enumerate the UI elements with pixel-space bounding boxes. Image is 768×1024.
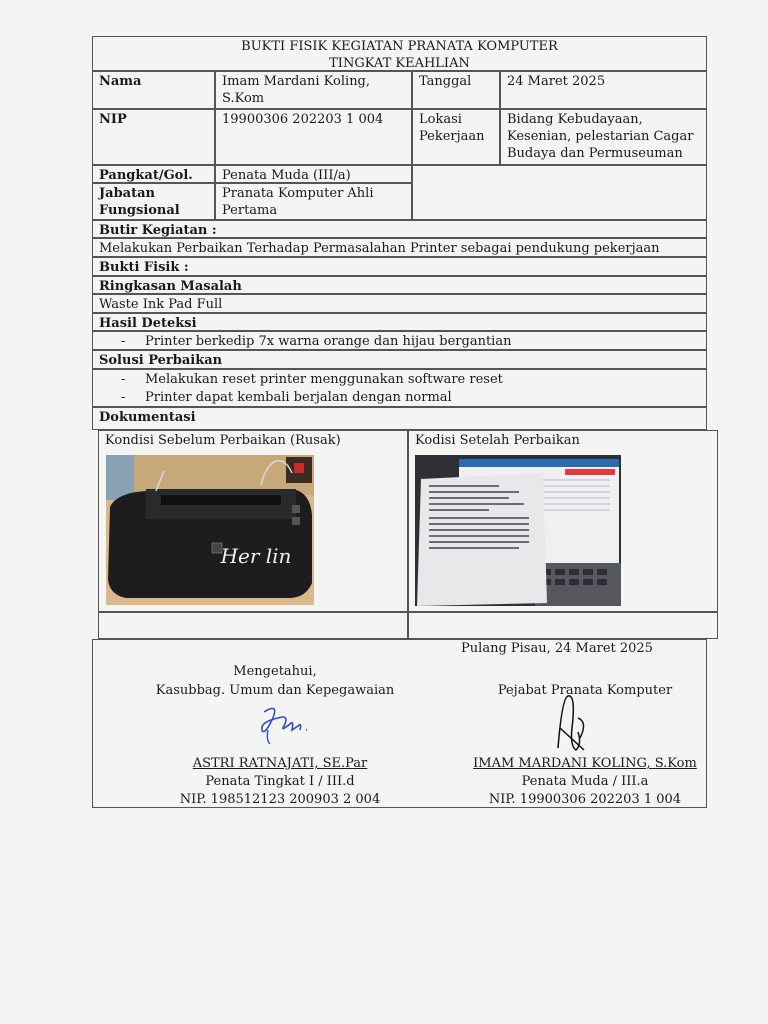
jabatan-value: Pranata Komputer Ahli Pertama <box>215 183 412 220</box>
solusi-item-text: Printer dapat kembali berjalan dengan normal <box>145 390 452 405</box>
solusi-item: - Melakukan reset printer menggunakan software reset <box>121 372 503 387</box>
right-line1: Pejabat Pranata Komputer <box>497 683 673 698</box>
dokumentasi-label: Dokumentasi <box>92 407 707 430</box>
hasil-label: Hasil Deteksi <box>92 313 707 331</box>
header-line1: BUKTI FISIK KEGIATAN PRANATA KOMPUTER <box>241 39 558 54</box>
left-signature <box>250 700 320 750</box>
before-caption: Kondisi Sebelum Perbaikan (Rusak) <box>105 433 341 448</box>
lokasi-value: Bidang Kebudayaan, Kesenian, pelestarian Cagar Budaya dan Permuseuman <box>500 109 707 165</box>
after-photo <box>415 455 621 606</box>
info-empty-block <box>412 165 707 220</box>
hasil-item: - Printer berkedip 7x warna orange dan hijau bergantian <box>92 331 707 350</box>
printer-image <box>106 455 314 605</box>
tanggal-label: Tanggal <box>412 71 500 109</box>
right-nip: NIP. 19900306 202203 1 004 <box>488 792 682 807</box>
solusi-list <box>92 369 707 407</box>
left-line2: Kasubbag. Umum dan Kepegawaian <box>155 683 395 698</box>
pangkat-label: Pangkat/Gol. <box>92 165 215 183</box>
left-rank: Penata Tingkat I / III.d <box>205 774 355 789</box>
pangkat-value: Penata Muda (III/a) <box>215 165 412 183</box>
left-line1: Mengetahui, <box>233 664 317 679</box>
ringkasan-label: Ringkasan Masalah <box>92 276 707 294</box>
bukti-label: Bukti Fisik : <box>92 257 707 276</box>
right-name: IMAM MARDANI KOLING, S.Kom <box>473 756 697 771</box>
ringkasan-value: Waste Ink Pad Full <box>92 294 707 313</box>
solusi-label: Solusi Perbaikan <box>92 350 707 369</box>
jabatan-label: Jabatan Fungsional <box>92 183 215 220</box>
before-photo <box>106 455 314 605</box>
butir-value: Melakukan Perbaikan Terhadap Permasalahan Printer sebagai pendukung pekerjaan <box>92 238 707 257</box>
left-name: ASTRI RATNAJATI, SE.Par <box>192 756 368 771</box>
solusi-item-text: Melakukan reset printer menggunakan software reset <box>145 372 503 387</box>
nip-value: 19900306 202203 1 004 <box>215 109 412 165</box>
butir-label: Butir Kegiatan : <box>92 220 707 238</box>
place-date: Pulang Pisau, 24 Maret 2025 <box>461 641 653 656</box>
tanggal-value: 24 Maret 2025 <box>500 71 707 109</box>
nip-label: NIP <box>92 109 215 165</box>
printout-image <box>415 455 621 606</box>
hasil-item-text: Printer berkedip 7x warna orange dan hijau bergantian <box>145 334 512 349</box>
lokasi-label: Lokasi Pekerjaan <box>412 109 500 165</box>
right-signature <box>548 688 598 758</box>
nama-value: Imam Mardani Koling, S.Kom <box>215 71 412 109</box>
photo-row-empty-left <box>98 612 408 639</box>
after-caption: Kodisi Setelah Perbaikan <box>415 433 580 448</box>
form-header <box>92 36 707 71</box>
photo-row-empty-right <box>408 612 718 639</box>
right-rank: Penata Muda / III.a <box>521 774 649 789</box>
solusi-item: - Printer dapat kembali berjalan dengan normal <box>121 390 452 405</box>
nama-label: Nama <box>92 71 215 109</box>
left-nip: NIP. 198512123 200903 2 004 <box>179 792 381 807</box>
header-line2: TINGKAT KEAHLIAN <box>329 56 470 71</box>
printer-marker-text: Her lin <box>220 544 292 568</box>
